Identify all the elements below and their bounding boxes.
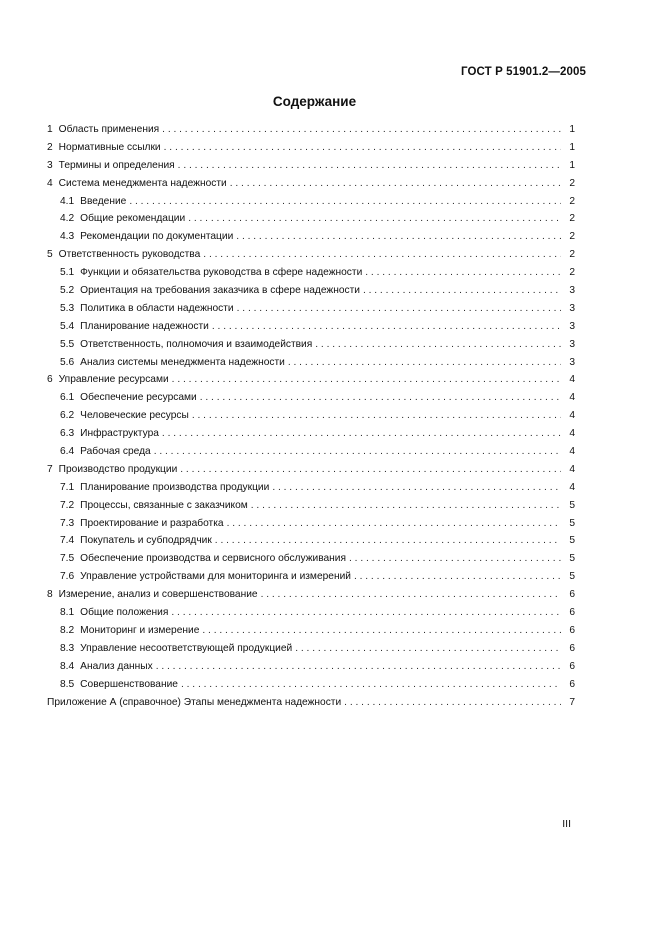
toc-entry-title: Анализ данных xyxy=(80,660,153,672)
toc-entry[interactable] xyxy=(47,676,575,694)
toc-entry[interactable] xyxy=(47,479,575,497)
dot-leader xyxy=(192,407,561,425)
dot-leader xyxy=(365,264,561,282)
dot-leader xyxy=(188,210,561,228)
toc-entry[interactable] xyxy=(47,228,575,246)
toc-entry-title: Ответственность, полномочия и взаимодействия xyxy=(80,338,313,350)
toc-entry-number: 6 xyxy=(47,374,53,386)
toc-entry-number: 6.2 xyxy=(60,410,75,422)
toc-entry-title: Инфраструктура xyxy=(80,428,159,440)
toc-entry-page: 4 xyxy=(569,392,575,404)
toc-entry-number: 3 xyxy=(47,159,53,171)
table-of-contents xyxy=(47,121,575,711)
toc-entry-page: 6 xyxy=(569,624,575,636)
toc-entry[interactable] xyxy=(47,694,575,712)
toc-entry[interactable] xyxy=(47,461,575,479)
toc-entry[interactable] xyxy=(47,157,575,175)
toc-entry-number: 8.2 xyxy=(60,624,75,636)
toc-entry-number: 6.3 xyxy=(60,428,75,440)
toc-entry-number: 8.4 xyxy=(60,660,75,672)
toc-entry[interactable] xyxy=(47,246,575,264)
toc-entry-title: Область применения xyxy=(58,124,160,135)
toc-entry-page: 4 xyxy=(569,481,575,493)
toc-entry-page: 3 xyxy=(569,285,575,297)
toc-entry-title: Обеспечение ресурсами xyxy=(80,392,197,404)
toc-entry-title: Проектирование и разработка xyxy=(80,517,224,529)
toc-entry[interactable] xyxy=(47,550,575,568)
document-id: ГОСТ Р 51901.2—2005 xyxy=(461,66,586,78)
toc-entry[interactable] xyxy=(47,568,575,586)
dot-leader xyxy=(162,425,561,443)
toc-entry-page: 7 xyxy=(569,696,575,708)
dot-leader xyxy=(344,694,561,712)
dot-leader xyxy=(349,550,561,568)
toc-entry-number: 8.3 xyxy=(60,642,75,654)
toc-entry-page: 5 xyxy=(569,499,575,511)
dot-leader xyxy=(154,443,561,461)
toc-entry-number: 2 xyxy=(47,141,53,153)
toc-entry-title: Производство продукции xyxy=(58,463,178,475)
toc-entry[interactable] xyxy=(47,497,575,515)
dot-leader xyxy=(230,175,561,193)
toc-entry[interactable] xyxy=(47,354,575,372)
toc-entry-number: 7.4 xyxy=(60,535,75,547)
dot-leader xyxy=(171,604,561,622)
toc-entry-title: Обеспечение производства и сервисного обслуживания xyxy=(80,553,347,565)
dot-leader xyxy=(164,139,561,157)
toc-entry[interactable] xyxy=(47,640,575,658)
toc-entry[interactable] xyxy=(47,658,575,676)
toc-entry-title: Общие положения xyxy=(80,607,169,619)
toc-entry-page: 4 xyxy=(569,410,575,422)
toc-entry-number: 5.4 xyxy=(60,320,75,332)
page-number: III xyxy=(562,818,571,830)
dot-leader xyxy=(227,515,561,533)
toc-entry-title: Мониторинг и измерение xyxy=(80,624,200,636)
toc-entry-number: 8.5 xyxy=(60,678,75,690)
dot-leader xyxy=(288,354,561,372)
toc-entry-number: 6.1 xyxy=(60,392,75,404)
toc-entry-title: Политика в области надежности xyxy=(80,302,234,314)
toc-entry-number: 4.3 xyxy=(60,231,75,243)
toc-entry-page: 3 xyxy=(569,320,575,332)
toc-entry-number: 7.3 xyxy=(60,517,75,529)
toc-entry-page: 2 xyxy=(569,267,575,279)
toc-entry-page: 4 xyxy=(569,463,575,475)
toc-entry-page: 6 xyxy=(569,678,575,690)
dot-leader xyxy=(180,461,561,479)
dot-leader xyxy=(236,228,561,246)
dot-leader xyxy=(212,318,561,336)
toc-entry-title: Планирование надежности xyxy=(80,320,209,332)
toc-entry[interactable] xyxy=(47,586,575,604)
toc-entry-number: 7.2 xyxy=(60,499,75,511)
toc-entry-title: Общие рекомендации xyxy=(80,213,186,225)
dot-leader xyxy=(272,479,561,497)
toc-entry-page: 2 xyxy=(569,249,575,261)
toc-entry-page: 3 xyxy=(569,356,575,368)
toc-entry-page: 1 xyxy=(569,141,575,153)
dot-leader xyxy=(203,246,561,264)
toc-entry-number: 5 xyxy=(47,249,53,261)
toc-entry-number: 7.1 xyxy=(60,481,75,493)
toc-entry-title: Совершенствование xyxy=(80,678,178,690)
toc-entry-number: 5.3 xyxy=(60,302,75,314)
dot-leader xyxy=(215,532,561,550)
toc-entry[interactable] xyxy=(47,532,575,550)
dot-leader xyxy=(181,676,561,694)
dot-leader xyxy=(200,389,561,407)
dot-leader xyxy=(295,640,561,658)
toc-entry-number: 5.1 xyxy=(60,267,75,279)
toc-entry-title: Управление устройствами для мониторинга и измерений xyxy=(80,571,351,583)
toc-entry-number: 4 xyxy=(47,177,53,189)
toc-entry-title: Управление несоответствующей продукцией xyxy=(80,642,293,654)
toc-entry[interactable] xyxy=(47,193,575,211)
toc-entry[interactable] xyxy=(47,300,575,318)
toc-entry-title: Нормативные ссылки xyxy=(58,141,161,153)
toc-entry-page: 1 xyxy=(569,159,575,171)
toc-entry[interactable] xyxy=(47,264,575,282)
toc-entry-page: 4 xyxy=(569,428,575,440)
toc-entry-title: Функции и обязательства руководства в сфере надежности xyxy=(80,267,363,279)
toc-entry-page: 2 xyxy=(569,177,575,189)
toc-entry[interactable] xyxy=(47,622,575,640)
toc-entry-title: Введение xyxy=(80,195,127,207)
toc-entry-page: 4 xyxy=(569,446,575,458)
toc-entry-page: 4 xyxy=(569,374,575,386)
dot-leader xyxy=(178,157,561,175)
toc-entry-title: Процессы, связанные с заказчиком xyxy=(80,499,248,511)
toc-entry[interactable] xyxy=(47,139,575,157)
toc-entry-number: 4.1 xyxy=(60,195,75,207)
toc-entry[interactable] xyxy=(47,407,575,425)
toc-entry-number: 1 xyxy=(47,124,53,135)
toc-entry-page: 3 xyxy=(569,302,575,314)
dot-leader xyxy=(363,282,561,300)
toc-entry-number: 5.6 xyxy=(60,356,75,368)
toc-entry-title: Управление ресурсами xyxy=(58,374,169,386)
toc-entry-page: 2 xyxy=(569,195,575,207)
toc-entry-page: 5 xyxy=(569,553,575,565)
toc-entry-number: 4.2 xyxy=(60,213,75,225)
toc-entry-title: Человеческие ресурсы xyxy=(80,410,189,422)
toc-entry-page: 2 xyxy=(569,231,575,243)
dot-leader xyxy=(162,121,561,139)
toc-entry[interactable] xyxy=(47,175,575,193)
toc-entry[interactable] xyxy=(47,282,575,300)
toc-entry[interactable] xyxy=(47,318,575,336)
toc-entry-title: Ориентация на требования заказчика в сфере надежности xyxy=(80,285,360,297)
toc-entry-number: 6.4 xyxy=(60,446,75,458)
toc-title: Содержание xyxy=(272,94,357,109)
toc-entry-page: 6 xyxy=(569,642,575,654)
dot-leader xyxy=(237,300,561,318)
toc-entry[interactable] xyxy=(47,604,575,622)
toc-entry-title: Анализ системы менеджмента надежности xyxy=(80,356,285,368)
toc-entry-number: 7.5 xyxy=(60,553,75,565)
dot-leader xyxy=(156,658,561,676)
dot-leader xyxy=(202,622,561,640)
toc-entry-title: Приложение А (справочное) Этапы менеджмента надежности xyxy=(47,696,342,708)
toc-entry-number: 8 xyxy=(47,589,53,601)
toc-entry-title: Рекомендации по документации xyxy=(80,231,234,243)
toc-entry-page: 6 xyxy=(569,607,575,619)
dot-leader xyxy=(129,193,561,211)
toc-entry[interactable] xyxy=(47,336,575,354)
toc-entry-title: Измерение, анализ и совершенствование xyxy=(58,589,258,601)
toc-entry-number: 5.2 xyxy=(60,285,75,297)
dot-leader xyxy=(354,568,561,586)
dot-leader xyxy=(261,586,561,604)
toc-entry[interactable] xyxy=(47,443,575,461)
toc-entry-title: Покупатель и субподрядчик xyxy=(80,535,212,547)
dot-leader xyxy=(172,371,561,389)
toc-entry-number: 7 xyxy=(47,463,53,475)
toc-entry-number: 8.1 xyxy=(60,607,75,619)
toc-entry-page: 1 xyxy=(569,124,575,135)
toc-entry-page: 6 xyxy=(569,660,575,672)
toc-entry-number: 7.6 xyxy=(60,571,75,583)
toc-entry[interactable] xyxy=(47,210,575,228)
toc-entry-page: 2 xyxy=(569,213,575,225)
toc-entry[interactable] xyxy=(47,515,575,533)
toc-entry-title: Система менеджмента надежности xyxy=(58,177,227,189)
toc-entry-page: 5 xyxy=(569,535,575,547)
toc-entry-page: 5 xyxy=(569,571,575,583)
toc-entry[interactable] xyxy=(47,389,575,407)
dot-leader xyxy=(251,497,561,515)
toc-entry-title: Рабочая среда xyxy=(80,446,151,458)
toc-entry-page: 6 xyxy=(569,589,575,601)
toc-entry-number: 5.5 xyxy=(60,338,75,350)
toc-entry-page: 3 xyxy=(569,338,575,350)
toc-entry-title: Планирование производства продукции xyxy=(80,481,270,493)
dot-leader xyxy=(315,336,561,354)
toc-entry[interactable] xyxy=(47,121,575,139)
toc-entry[interactable] xyxy=(47,425,575,443)
toc-entry-page: 5 xyxy=(569,517,575,529)
toc-entry-title: Ответственность руководства xyxy=(58,249,201,261)
toc-entry-title: Термины и определения xyxy=(58,159,175,171)
toc-entry[interactable] xyxy=(47,371,575,389)
